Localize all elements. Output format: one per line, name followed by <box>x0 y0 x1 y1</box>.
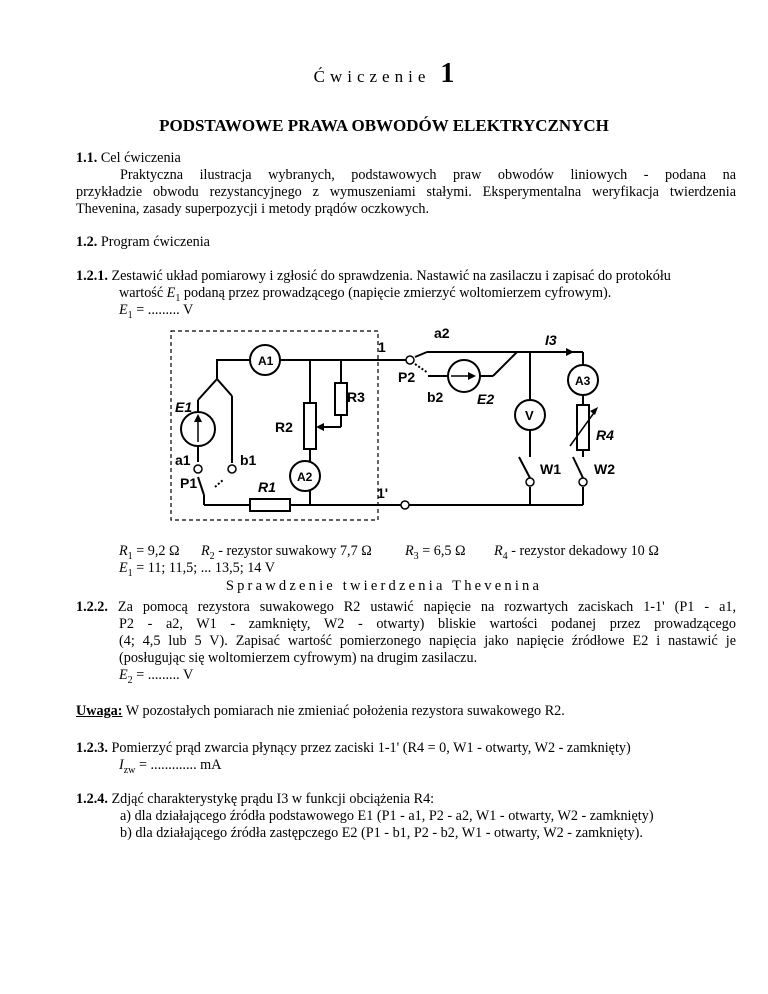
label-p2: P2 <box>398 369 416 385</box>
section-1-2-3-line1: 1.2.3. Pomierzyć prąd zwarcia płynący przez zaciski 1-1' (R4 = 0, W1 - otwarty, W2 - zamknięty) <box>76 740 631 756</box>
param-r4: $R_4$ - rezystor dekadowy 10 Ω <box>494 543 659 562</box>
label-a2-meter: A2 <box>297 470 313 484</box>
label-r3: R3 <box>347 389 365 405</box>
e1-fill-line: $E_1$ = ......... V <box>119 302 194 321</box>
exercise-title <box>0 58 768 90</box>
section-1-2-4-a: a) dla działającego źródła podstawowego E1 (P1 - a1, P2 - a2, W1 - otwarty, W2 - zamknięty) <box>120 808 654 824</box>
param-r3: $R_3 = 6,5$ Ω <box>405 543 466 562</box>
param-r1: $R_1 = 9,2$ Ω <box>119 543 180 562</box>
label-v: V <box>525 408 534 423</box>
section-1-2-4-line1: 1.2.4. Zdjąć charakterystykę prądu I3 w funkcji obciążenia R4: <box>76 791 435 807</box>
section-1-2-2-line3: (4; 4,5 lub 5 V). Zapisać wartość pomierzonego napięcia jako napięcie źródłowe E2 i nastawić je <box>119 633 736 649</box>
label-w1: W1 <box>540 461 561 477</box>
section-1-1-title: 1.1. Cel ćwiczenia <box>76 150 181 166</box>
section-1-1-line3: Thevenina, zasady superpozycji i metody prądów oczkowych. <box>76 201 429 217</box>
thevenin-heading: Sprawdzenie twierdzenia Thevenina <box>225 578 543 594</box>
section-1-2-title: 1.2. Program ćwiczenia <box>76 234 210 250</box>
label-terminal-1-prime: 1' <box>377 485 389 501</box>
label-b1-contact: b1 <box>240 452 257 468</box>
param-e1: $E_1 = 11$; 11,5; ... 13,5; 14 V <box>119 560 275 579</box>
label-terminal-1: 1 <box>378 339 386 355</box>
e2-fill-line: $E_2$ = ......... V <box>119 667 194 686</box>
section-1-2-1-line1: 1.2.1. Zestawić układ pomiarowy i zgłosić do sprawdzenia. Nastawić na zasilaczu i zapisać do protokółu <box>76 268 671 284</box>
resistor-r2 <box>304 403 316 449</box>
exercise-number: 1 <box>440 58 455 89</box>
label-w2: W2 <box>594 461 615 477</box>
section-1-1-line2: przykładzie obwodu rezystancyjnego z wymuszeniami stałymi. Eksperymentalna weryfikacja twierdzenia <box>76 184 736 200</box>
label-a1-contact: a1 <box>175 452 191 468</box>
izw-fill-line: $I_{zw}$ = ............. mA <box>119 757 222 776</box>
section-1-2-1-line2: wartość $E_1$ podaną przez prowadzącego (napięcie zmierzyć woltomierzem cyfrowym). <box>119 285 612 304</box>
label-b2: b2 <box>427 389 444 405</box>
label-a3: A3 <box>575 374 591 388</box>
label-e1: E1 <box>175 399 193 415</box>
exercise-word: Ćwiczenie <box>313 67 431 86</box>
label-a1: A1 <box>258 354 274 368</box>
resistor-r1 <box>250 499 290 511</box>
label-r1: R1 <box>258 479 276 495</box>
section-1-2-2-line2: P2 - a2, W1 - zamknięty, W2 - otwarty) bliskie wartości podanej przez prowadzącego <box>119 616 736 632</box>
circuit-diagram <box>150 318 670 530</box>
param-r2: $R_2$ - rezystor suwakowy 7,7 Ω <box>201 543 372 562</box>
label-r4: R4 <box>596 427 614 443</box>
main-heading: PODSTAWOWE PRAWA OBWODÓW ELEKTRYCZNYCH <box>159 116 609 135</box>
section-1-1-line1: Praktyczna ilustracja wybranych, podstawowych praw obwodów liniowych - podana na <box>120 167 736 183</box>
label-r2: R2 <box>275 419 293 435</box>
resistor-r3 <box>335 383 347 415</box>
label-a2: a2 <box>434 325 450 341</box>
section-1-2-4-b: b) dla działającego źródła zastępczego E2 (P1 - b1, P2 - b2, W1 - otwarty, W2 - zamknięty). <box>120 825 643 841</box>
label-e2: E2 <box>477 391 495 407</box>
note-line: Uwaga: W pozostałych pomiarach nie zmieniać położenia rezystora suwakowego R2. <box>76 703 565 719</box>
label-p1: P1 <box>180 475 198 491</box>
label-i3: I3 <box>545 332 557 348</box>
section-1-2-2-line4: (posługując się woltomierzem cyfrowym) na drugim zasilaczu. <box>119 650 478 666</box>
section-1-2-2-line1: 1.2.2. Za pomocą rezystora suwakowego R2 ustawić napięcie na rozwartych zaciskach 1-1' (P1 - a1, <box>76 599 737 615</box>
